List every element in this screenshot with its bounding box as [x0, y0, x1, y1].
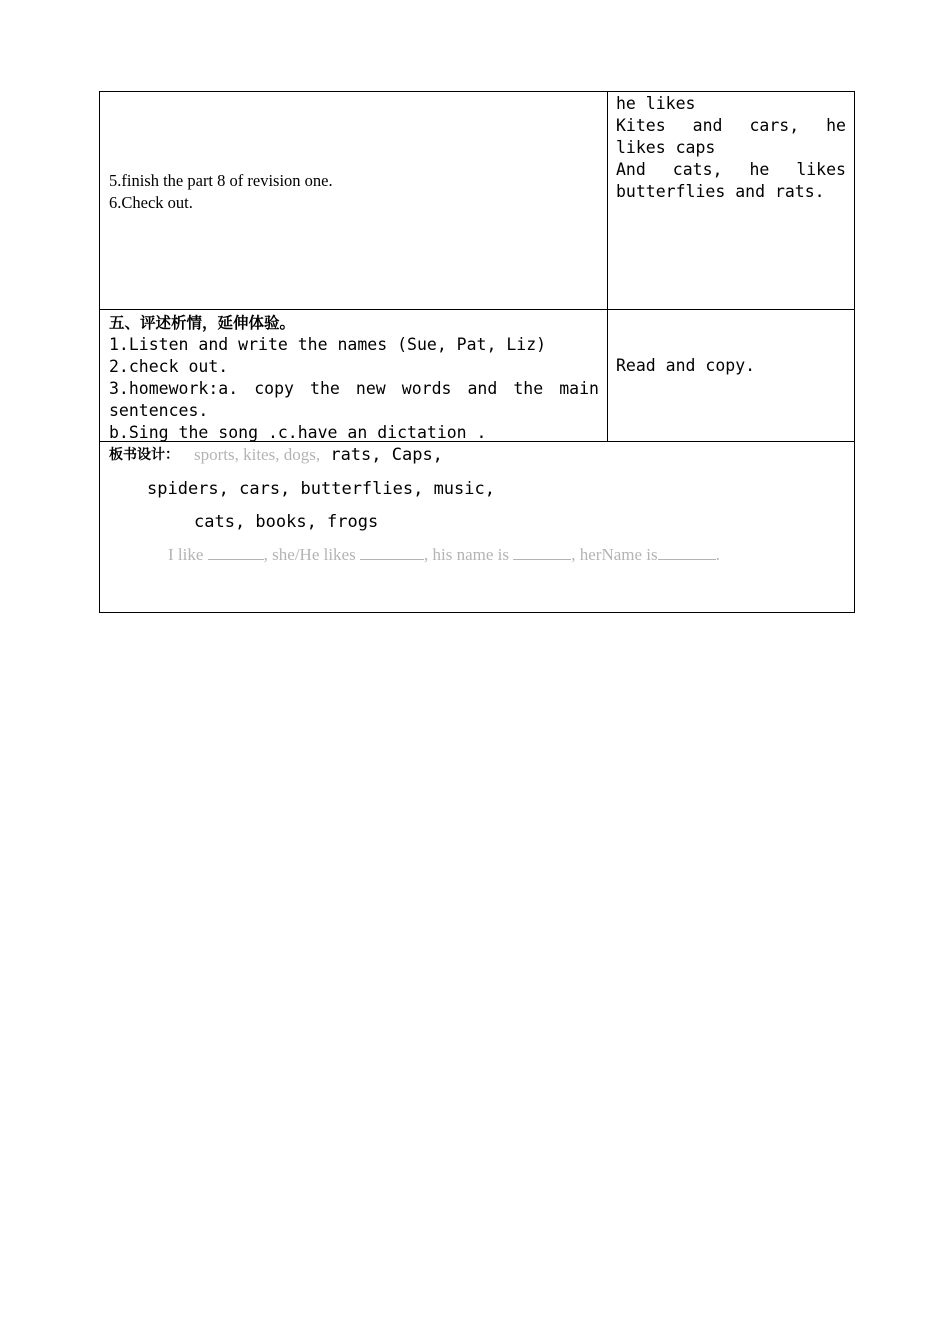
chant-word: cars, [749, 116, 800, 135]
steps-cell [109, 170, 599, 214]
chant-line: he likes [616, 94, 696, 113]
table-row [99, 91, 855, 310]
activity-word: new [355, 379, 386, 398]
activity-word: the [513, 379, 544, 398]
activity-line: 2.check out. [109, 357, 229, 376]
chant-line: butterflies and rats. [616, 182, 825, 201]
table-row [99, 310, 855, 442]
pattern-text: I like [168, 545, 208, 564]
activity-line: 1.Listen and write the names (Sue, Pat, Liz) [109, 335, 547, 354]
fill-blank [658, 545, 716, 560]
pattern-text: , his name is [423, 545, 514, 564]
fill-blank [513, 545, 571, 560]
activity-line: b.Sing the song .c.have an dictation . [109, 423, 487, 442]
section-heading: 五、评述析情，延伸体验。 [109, 314, 296, 332]
chant-cell [616, 93, 846, 203]
lesson-table [99, 91, 855, 613]
chant-line [616, 115, 846, 137]
column-divider [607, 310, 608, 441]
board-design-row [99, 441, 855, 613]
activity-line: sentences. [109, 401, 209, 420]
board-sentence-pattern [168, 544, 720, 566]
activity-line [109, 378, 599, 400]
fill-blank [360, 545, 424, 560]
chant-word: he [749, 160, 770, 179]
activity-cell [109, 312, 599, 444]
chant-word: he [826, 116, 846, 135]
activity-word: copy [254, 379, 294, 398]
student-activity-cell [616, 355, 846, 377]
chant-word: cats, [672, 160, 723, 179]
board-words: rats, Caps, [320, 445, 443, 465]
board-line [194, 444, 443, 466]
pattern-text: , herName is [571, 545, 658, 564]
pattern-text: , she/He likes [263, 545, 360, 564]
step-line: 6.Check out. [109, 193, 193, 212]
column-divider [607, 92, 608, 309]
activity-word: and [467, 379, 498, 398]
chant-word: likes [796, 160, 846, 179]
activity-word: main [559, 379, 599, 398]
board-design-label: 板书设计： [109, 447, 179, 463]
student-activity-text: Read and copy. [616, 356, 756, 375]
activity-word: 3.homework:a. [109, 379, 239, 398]
chant-line [616, 159, 846, 181]
activity-word: the [310, 379, 340, 398]
chant-word: And [616, 160, 646, 179]
chant-line: likes caps [616, 138, 716, 157]
chant-word: and [692, 116, 723, 135]
chant-word: Kites [616, 116, 666, 135]
board-words-grey: sports, kites, dogs, [194, 445, 321, 464]
step-line: 5.finish the part 8 of revision one. [109, 171, 333, 190]
pattern-text: . [715, 545, 720, 564]
board-line: cats, books, frogs [194, 512, 379, 532]
activity-word: words [401, 379, 452, 398]
board-line: spiders, cars, butterflies, music, [147, 479, 495, 499]
fill-blank [208, 545, 264, 560]
